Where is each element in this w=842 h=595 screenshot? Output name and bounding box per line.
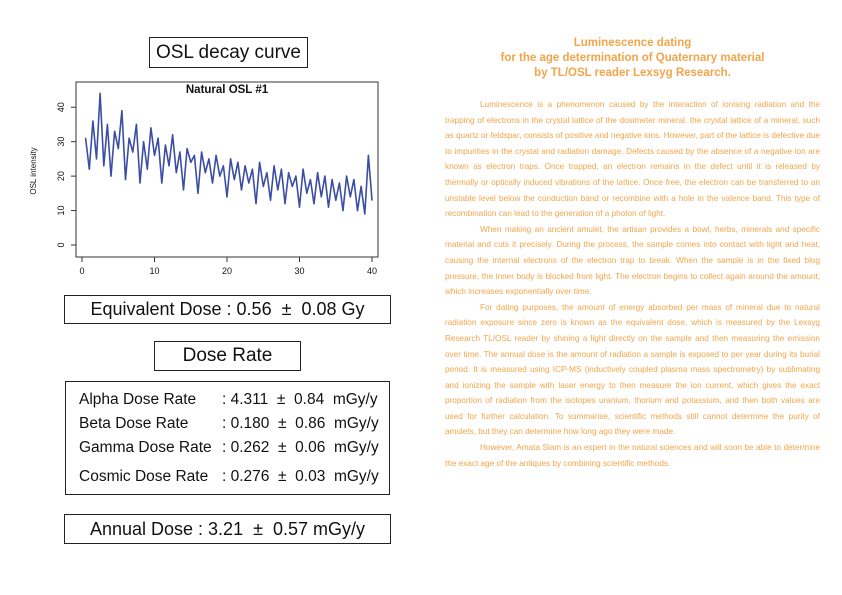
data-point xyxy=(361,186,362,187)
data-point xyxy=(245,165,246,166)
data-point xyxy=(165,145,166,146)
dose-rate-value: : 4.311 xyxy=(222,391,269,408)
dose-rate-uncertainty: 0.03 xyxy=(295,468,326,485)
data-point xyxy=(350,196,351,197)
data-point xyxy=(342,210,343,211)
article-heading xyxy=(445,36,820,81)
data-point xyxy=(299,207,300,208)
annual-dose-value: : 3.21 xyxy=(198,518,244,539)
annual-dose-uncertainty: 0.57 mGy/y xyxy=(273,518,366,539)
data-point xyxy=(110,176,111,177)
dose-rate-unit: mGy/y xyxy=(332,391,378,408)
data-point xyxy=(346,176,347,177)
equivalent-dose-value: : 0.56 xyxy=(226,299,272,319)
data-point xyxy=(292,186,293,187)
data-point xyxy=(150,127,151,128)
chart-series xyxy=(85,93,373,215)
data-point xyxy=(295,176,296,177)
data-point xyxy=(339,182,340,183)
data-point xyxy=(335,200,336,201)
data-point xyxy=(100,93,101,94)
data-point xyxy=(107,124,108,125)
data-point xyxy=(288,172,289,173)
data-point xyxy=(125,179,126,180)
data-point xyxy=(168,165,169,166)
data-point xyxy=(357,210,358,211)
data-point xyxy=(143,141,144,142)
data-point xyxy=(161,182,162,183)
plus-minus-symbol: ± xyxy=(278,415,287,432)
dose-rate-name: Gamma Dose Rate xyxy=(79,439,212,456)
dose-rate-name: Cosmic Dose Rate xyxy=(79,468,209,485)
y-tick-label: 10 xyxy=(56,205,66,216)
data-point xyxy=(241,189,242,190)
osl-decay-curve-title xyxy=(149,37,308,68)
data-point xyxy=(266,172,267,173)
dose-rate-uncertainty: 0.84 xyxy=(294,391,325,408)
data-point xyxy=(194,155,195,156)
series-line-0 xyxy=(86,93,372,214)
x-tick-label: 20 xyxy=(221,266,233,276)
dose-rate-row-beta xyxy=(79,415,379,433)
heading-line: Luminescence dating xyxy=(573,37,692,49)
equivalent-dose-box xyxy=(64,295,391,324)
plus-minus-symbol: ± xyxy=(278,468,287,485)
data-point xyxy=(136,124,137,125)
data-point xyxy=(332,179,333,180)
osl-chart xyxy=(20,75,390,285)
data-point xyxy=(324,176,325,177)
article-column xyxy=(445,36,820,471)
dose-rate-row-gamma xyxy=(79,439,379,457)
data-point xyxy=(172,134,173,135)
data-point xyxy=(277,189,278,190)
data-point xyxy=(263,186,264,187)
data-point xyxy=(103,165,104,166)
data-point xyxy=(237,162,238,163)
data-point xyxy=(212,182,213,183)
dose-rate-unit: mGy/y xyxy=(333,439,379,456)
dose-rate-name: Alpha Dose Rate xyxy=(79,391,197,408)
equivalent-dose-uncertainty: 0.08 Gy xyxy=(301,299,365,319)
x-tick-label: 0 xyxy=(79,266,85,276)
dose-rate-uncertainty: 0.06 xyxy=(295,439,326,456)
data-point xyxy=(92,120,93,121)
plus-minus-symbol: ± xyxy=(276,391,286,408)
data-point xyxy=(219,176,220,177)
data-point xyxy=(114,131,115,132)
x-tick-label: 40 xyxy=(366,266,378,276)
data-point xyxy=(197,193,198,194)
data-point xyxy=(255,203,256,204)
data-point xyxy=(121,110,122,111)
data-point xyxy=(132,151,133,152)
dose-rate-unit: mGy/y xyxy=(333,468,379,485)
data-point xyxy=(274,165,275,166)
data-point xyxy=(176,172,177,173)
data-point xyxy=(85,138,86,139)
chart-title: Natural OSL #1 xyxy=(185,84,269,96)
dose-rate-row-alpha xyxy=(79,391,378,409)
article-paragraph: When making an ancient amulet, the artisan provides a bowl, herbs, minerals and specific material and cuts it precisely. During the process, the sample comes into contact with light and heat, causing the internal electrons of the electron trap to break. When the sample is in the fixed blog pressure, the inner body is blocked from light. The electron begins to collect again around the amount, which increases exponentially over time. xyxy=(445,224,820,297)
data-point xyxy=(321,196,322,197)
dose-rate-row-cosmic xyxy=(79,468,379,486)
data-point xyxy=(230,158,231,159)
y-tick-label: 40 xyxy=(56,102,66,113)
dose-rate-value: : 0.180 xyxy=(222,415,270,432)
data-point xyxy=(259,162,260,163)
data-point xyxy=(303,169,304,170)
y-tick-label: 20 xyxy=(56,171,66,182)
plus-minus-symbol: ± xyxy=(278,439,287,456)
annual-dose-label: Annual Dose xyxy=(89,518,194,539)
data-point xyxy=(353,179,354,180)
y-axis-label: OSL intensity xyxy=(29,147,38,195)
data-point xyxy=(270,200,271,201)
y-tick-label: 30 xyxy=(56,136,66,147)
plot-frame xyxy=(76,82,378,257)
equivalent-dose-label: Equivalent Dose xyxy=(90,299,222,319)
data-point xyxy=(208,158,209,159)
heading-line: by TL/OSL reader Lexsyg Research. xyxy=(534,67,731,79)
data-point xyxy=(129,138,130,139)
data-point xyxy=(313,203,314,204)
data-point xyxy=(147,169,148,170)
data-point xyxy=(201,151,202,152)
dose-rate-title-text: Dose Rate xyxy=(182,345,273,366)
data-point xyxy=(223,165,224,166)
dose-rate-value: : 0.276 xyxy=(222,468,270,485)
data-point xyxy=(310,179,311,180)
x-tick-label: 30 xyxy=(294,266,305,276)
article-paragraph: However, Amata Siam is an expert in the natural sciences and will soon be able to determine the exact age of the antiques by combining scientific methods. xyxy=(445,443,820,468)
dose-rate-unit: mGy/y xyxy=(333,415,379,432)
data-point xyxy=(371,200,372,201)
heading-line: for the age determination of Quaternary material xyxy=(500,52,765,64)
dose-rate-uncertainty: 0.86 xyxy=(295,415,326,432)
annual-dose-box xyxy=(64,514,391,544)
data-point xyxy=(187,148,188,149)
plus-minus-symbol: ± xyxy=(253,518,263,539)
dose-rate-name: Beta Dose Rate xyxy=(79,415,189,432)
data-point xyxy=(216,155,217,156)
x-tick-label: 10 xyxy=(149,266,160,276)
data-point xyxy=(248,182,249,183)
data-point xyxy=(118,148,119,149)
data-point xyxy=(154,155,155,156)
data-point xyxy=(190,162,191,163)
data-point xyxy=(234,179,235,180)
dose-rate-value: : 0.262 xyxy=(222,439,270,456)
dose-rate-title xyxy=(154,341,301,371)
y-tick-label: 0 xyxy=(56,242,66,248)
data-point xyxy=(226,196,227,197)
dose-rates-box xyxy=(65,381,390,495)
data-point xyxy=(364,213,365,214)
data-point xyxy=(158,138,159,139)
osl-decay-curve-title-text: OSL decay curve xyxy=(155,41,302,63)
data-point xyxy=(368,155,369,156)
data-point xyxy=(284,203,285,204)
chart-axes xyxy=(56,102,377,276)
data-point xyxy=(89,169,90,170)
data-point xyxy=(306,193,307,194)
data-point xyxy=(281,169,282,170)
data-point xyxy=(252,169,253,170)
data-point xyxy=(205,172,206,173)
data-point xyxy=(96,158,97,159)
article-paragraph: Luminescence is a phenomenon caused by the interaction of ionising radiation and the trapping of electrons in the crystal lattice of the dosimeter mineral. the crystal lattice of a mineral, such as quartz or feldspar, consists of positive and negative ions. However, part of the lattice is defective due to impurities in the crystal and radiation damage. Defects caused by the absence of a negative ion are known as electron traps. Once trapped, an electron remains in the defect until it is released by thermally or optically induced vibrations of the lattice. Once free, the electron can be transferred to an unstable level below the conduction band or recombine with a hole in the valence band. This type of recombination can lead to the generation of a photon of light. xyxy=(445,100,820,219)
article-paragraph: For dating purposes, the amount of energy absorbed per mass of mineral due to natural radiation exposure since zero is known as the equivalent dose, which is measured by the Lexsyg Research TL/OSL reader by shining a light directly on the sample and then measuring the emission over time. The annual dose is the amount of radiation a sample is exposed to per year during its burial period. It is measured using ICP-MS (inductively coupled plasma mass spectrometry) by sublimating and ionizing the sample with laser energy to then measure the ion current, which gives the exact proportion of radiation from the isotopes uranium, thorium and potassium, and then both values are used for further calculation. To summarise, scientific methods still cannot determine the purity of amulets, but they can determine how long ago they were made. xyxy=(445,302,820,437)
data-point xyxy=(183,189,184,190)
article-body xyxy=(445,97,820,471)
data-point xyxy=(139,182,140,183)
data-point xyxy=(317,172,318,173)
plus-minus-symbol: ± xyxy=(281,299,292,319)
data-point xyxy=(328,207,329,208)
data-point xyxy=(179,151,180,152)
